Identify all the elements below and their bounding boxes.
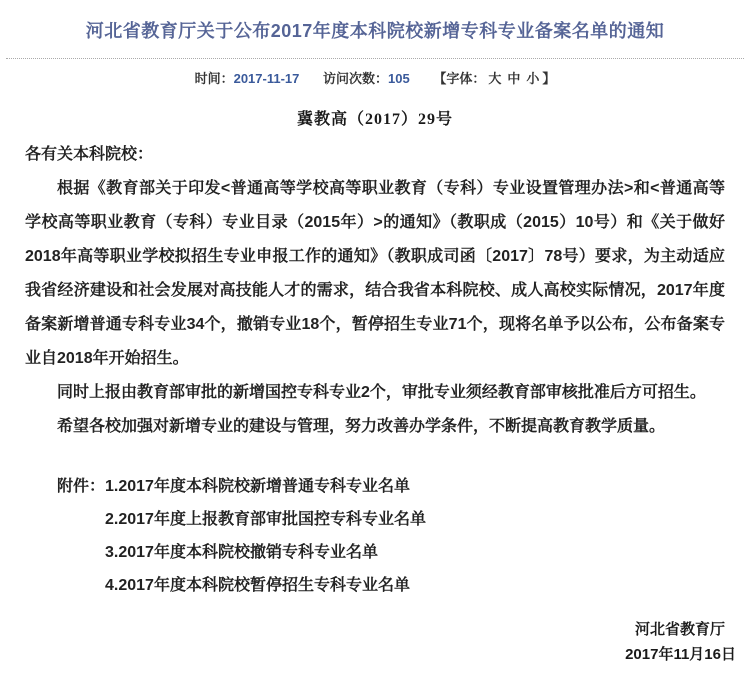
attachment-item-4[interactable]: 4.2017年度本科院校暂停招生专科专业名单 <box>105 577 410 594</box>
attachment-item-3[interactable]: 3.2017年度本科院校撤销专科专业名单 <box>105 544 378 561</box>
meta-bar <box>0 68 750 87</box>
paragraph-basis: 根据《教育部关于印发<普通高等学校高等职业教育（专科）专业设置管理办法>和<普通高等学校高等职业教育（专科）专业目录（2015年）>的通知》（教职成（2015）10号）和《关于做好2018年高等职业学校拟招生专业申报工作的通知》（教职成司函〔2017〕78号）要求，为主动适应我省经济建设和社会发展对高技能人才的需求，结合我省本科院校、成人高校实际情况，2017年度备案新增普通专科专业34个，撤销专业18个，暂停招生专业71个，现将名单予以公布，公布备案专业自2018年开始招生。 <box>25 180 725 367</box>
signature-department: 河北省教育厅 <box>634 621 725 638</box>
document-number: 冀教高（2017）29号 <box>296 111 453 128</box>
visit-count <box>323 71 410 86</box>
paragraph-expectation: 希望各校加强对新增专业的建设与管理，努力改善办学条件，不断提高教育教学质量。 <box>57 418 666 435</box>
font-size-control <box>433 71 555 86</box>
paragraph-approval: 同时上报由教育部审批的新增国控专科专业2个，审批专业须经教育部审核批准后方可招生。 <box>57 384 706 401</box>
notice-body <box>25 138 725 444</box>
font-label-close: 】 <box>542 71 556 86</box>
publish-time <box>195 71 300 86</box>
attachments-label: 附件： <box>57 478 106 495</box>
page-title: 河北省教育厅关于公布2017年度本科院校新增专科专业备案名单的通知 <box>85 21 665 41</box>
signature-block <box>625 617 736 667</box>
font-size-large-button[interactable]: 大 <box>488 71 502 86</box>
visits-label: 访问次数： <box>323 71 389 86</box>
attachments-list <box>105 470 725 602</box>
time-label: 时间： <box>194 71 234 86</box>
attachments-block <box>57 470 725 602</box>
attachment-item-2[interactable]: 2.2017年度上报教育部审批国控专科专业名单 <box>105 511 426 528</box>
time-value: 2017-11-17 <box>233 71 300 86</box>
font-size-medium-button[interactable]: 中 <box>507 71 521 86</box>
visits-value: 105 <box>388 71 410 86</box>
font-label-open: 【字体： <box>433 71 486 86</box>
signature-date: 2017年11月16日 <box>625 646 736 663</box>
salutation: 各有关本科院校： <box>25 146 154 163</box>
font-size-small-button[interactable]: 小 <box>526 71 540 86</box>
dotted-divider <box>6 58 744 59</box>
attachment-item-1[interactable]: 1.2017年度本科院校新增普通专科专业名单 <box>105 478 410 495</box>
